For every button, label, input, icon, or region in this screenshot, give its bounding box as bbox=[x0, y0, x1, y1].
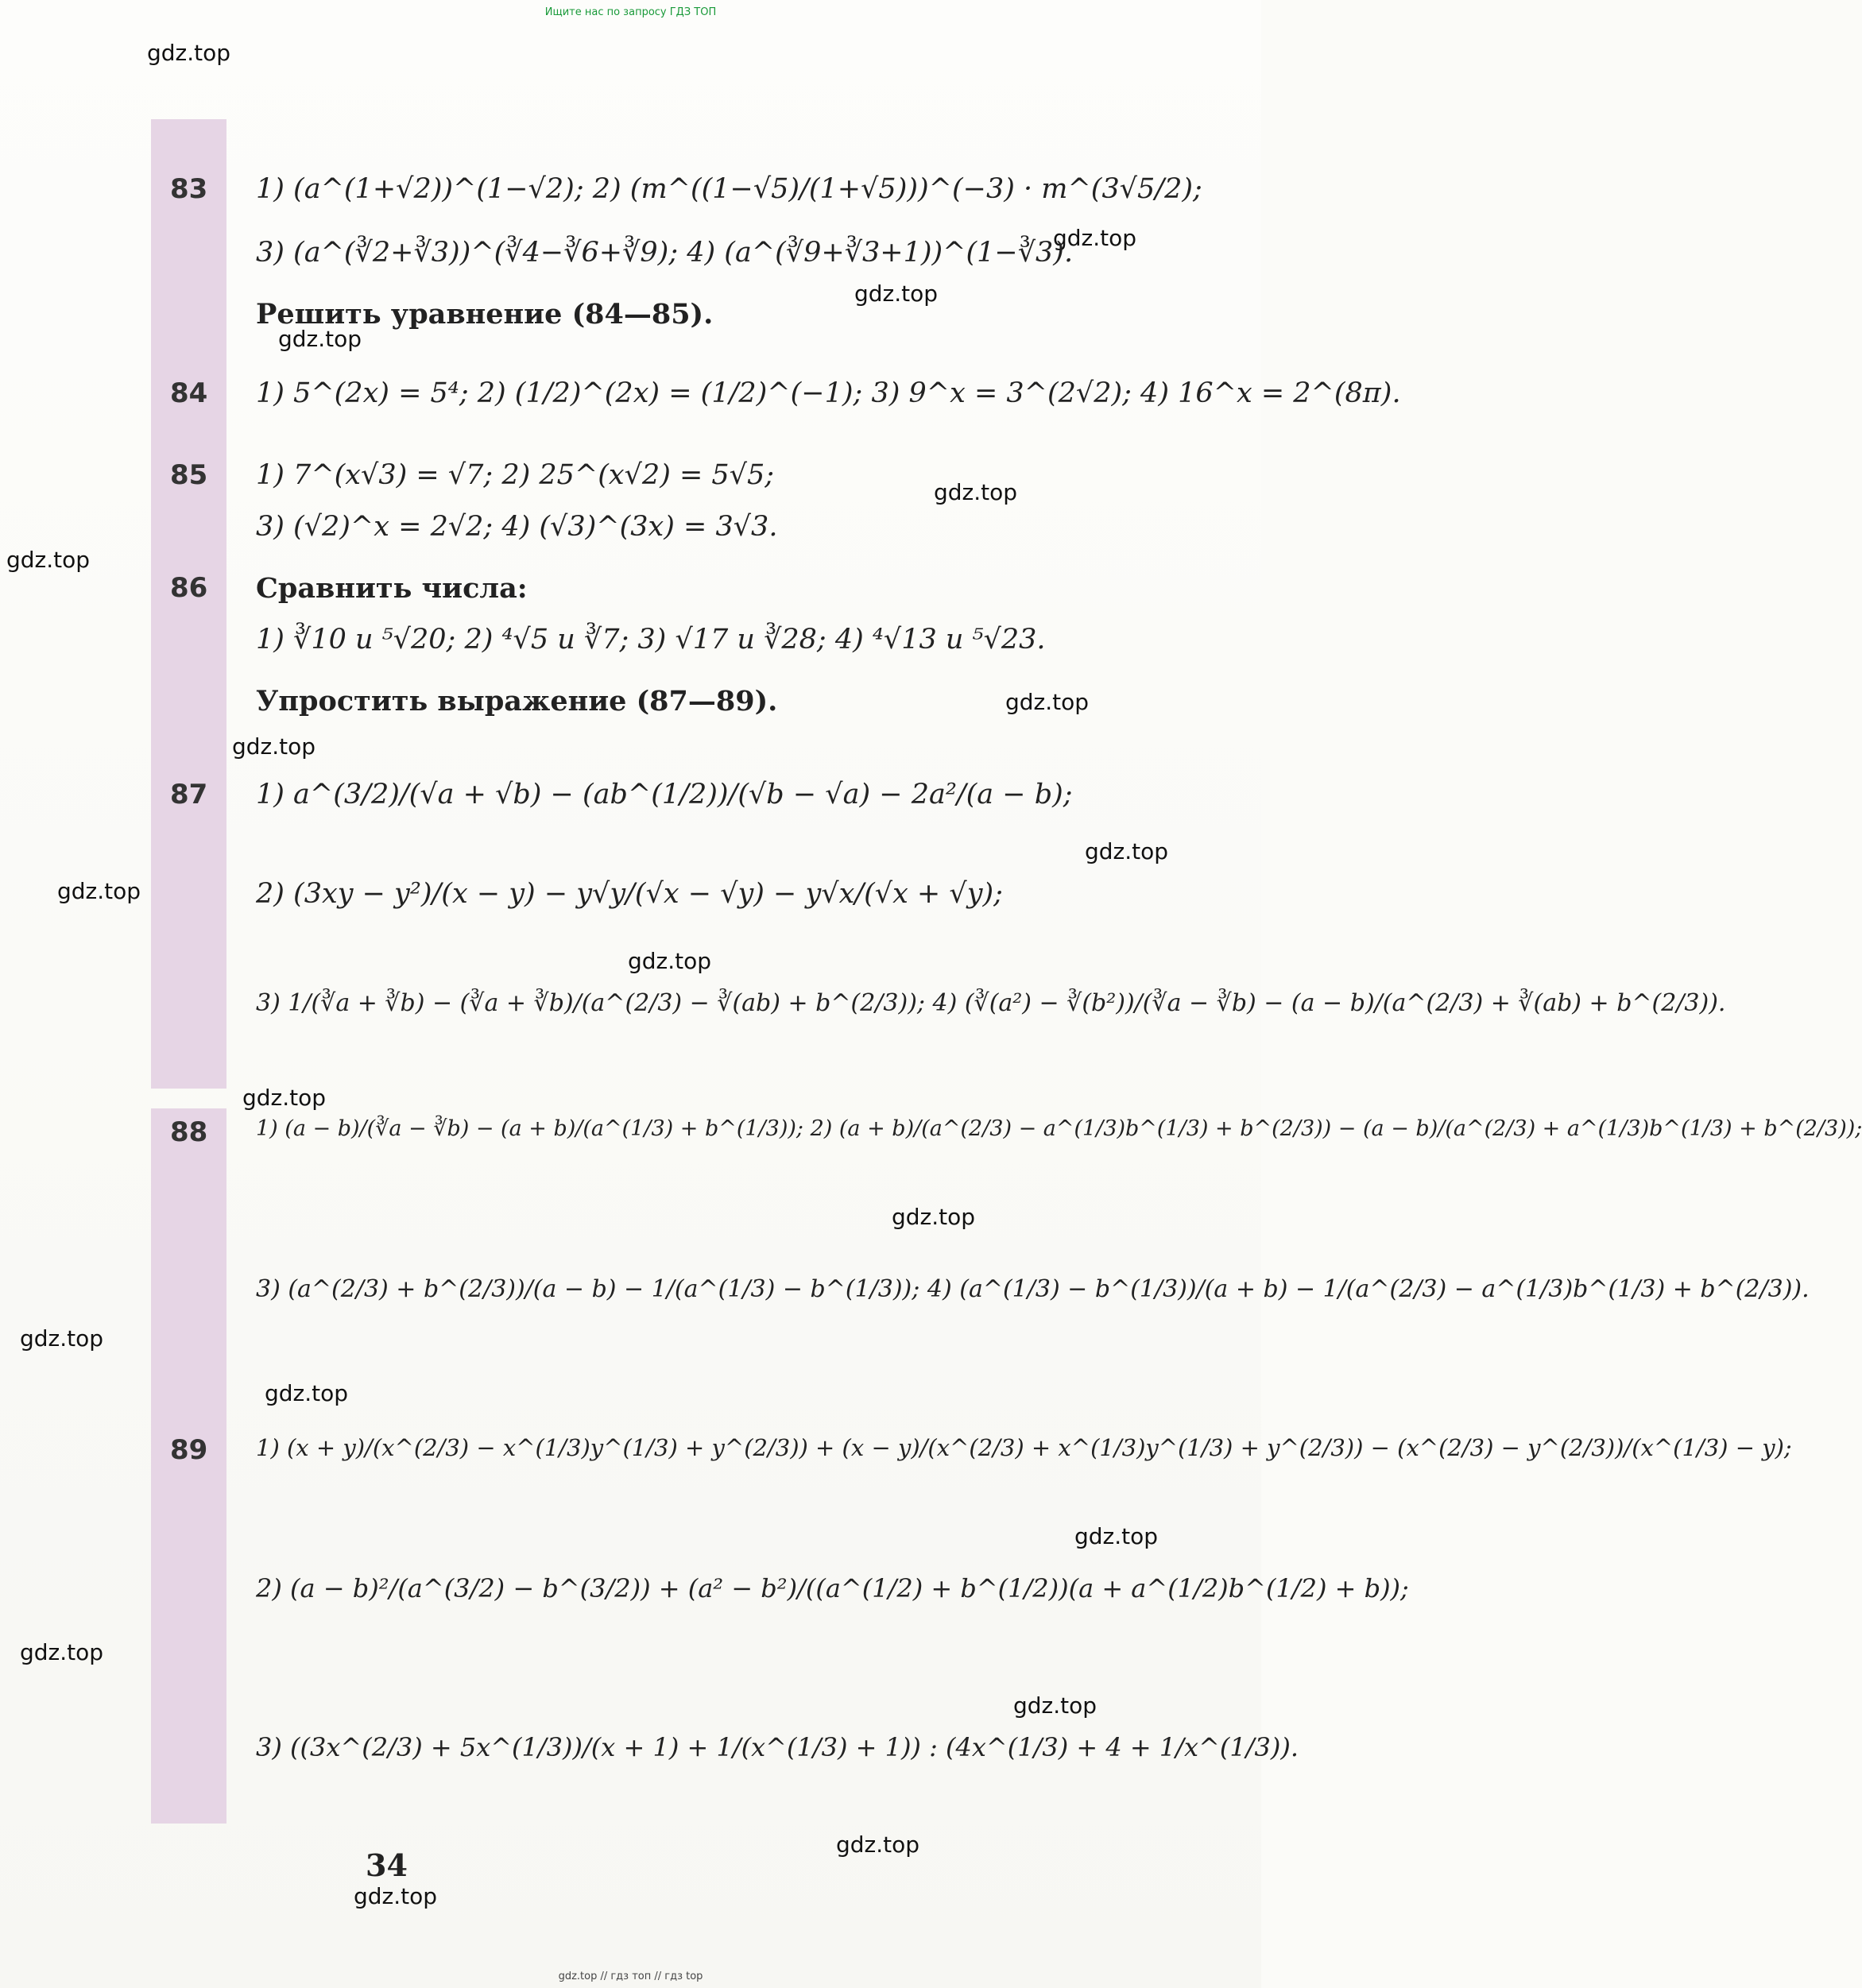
watermark: gdz.top bbox=[1074, 1523, 1159, 1549]
watermark: gdz.top bbox=[1005, 689, 1090, 715]
watermark: gdz.top bbox=[6, 547, 91, 573]
problem-line: 3) ((3x^(2/3) + 5x^(1/3))/(x + 1) + 1/(x^(1/3) + 1)) : (4x^(1/3) + 4 + 1/x^(1/3)). bbox=[256, 1732, 1299, 1762]
problem-line: 3) 1/(∛a + ∛b) − (∛a + ∛b)/(a^(2/3) − ∛(ab) + b^(2/3)); 4) (∛(a²) − ∛(b²))/(∛a − ∛b) − (a − b)/(a^(2/3) + ∛(ab) + b^(2/3)). bbox=[256, 989, 1726, 1017]
problem-number: 88 bbox=[170, 1116, 208, 1148]
problem-number: 86 bbox=[170, 572, 208, 604]
problem-line: 1) 7^(x√3) = √7; 2) 25^(x√2) = 5√5; bbox=[256, 459, 775, 491]
problem-number: 84 bbox=[170, 377, 208, 409]
sidebar-stripe bbox=[151, 1108, 226, 1824]
problem-line: 3) (a^(∛2+∛3))^(∛4−∛6+∛9); 4) (a^(∛9+∛3+1))^(1−∛3). bbox=[256, 237, 1074, 269]
problem-line: 2) (a − b)²/(a^(3/2) − b^(3/2)) + (a² − b²)/((a^(1/2) + b^(1/2))(a + a^(1/2)b^(1/2) + b)); bbox=[256, 1573, 1409, 1603]
problem-line: 1) 5^(2x) = 5⁴; 2) (1/2)^(2x) = (1/2)^(−1); 3) 9^x = 3^(2√2); 4) 16^x = 2^(8π). bbox=[256, 377, 1401, 409]
top-banner[interactable]: Ищите нас по запросу ГДЗ ТОП bbox=[544, 6, 717, 18]
watermark: gdz.top bbox=[278, 326, 362, 352]
page-number: 34 bbox=[366, 1847, 408, 1883]
section-heading: Решить уравнение (84—85). bbox=[256, 298, 714, 331]
problem-line: 1) (a^(1+√2))^(1−√2); 2) (m^((1−√5)/(1+√5)))^(−3) · m^(3√5/2); bbox=[256, 173, 1202, 205]
watermark: gdz.top bbox=[836, 1831, 920, 1858]
problem-line: 2) (3xy − y²)/(x − y) − y√y/(√x − √y) − y√x/(√x + √y); bbox=[256, 878, 1003, 910]
problem-line: 1) a^(3/2)/(√a + √b) − (ab^(1/2))/(√b − √a) − 2a²/(a − b); bbox=[256, 779, 1073, 810]
watermark: gdz.top bbox=[242, 1085, 327, 1111]
problem-number: 87 bbox=[170, 779, 208, 810]
problem-line: 1) ∛10 и ⁵√20; 2) ⁴√5 и ∛7; 3) √17 и ∛28; 4) ⁴√13 и ⁵√23. bbox=[256, 624, 1046, 656]
watermark: gdz.top bbox=[854, 280, 939, 307]
section-heading: Упростить выражение (87—89). bbox=[256, 685, 778, 717]
watermark: gdz.top bbox=[232, 733, 316, 760]
watermark: gdz.top bbox=[20, 1325, 104, 1352]
watermark: gdz.top bbox=[57, 878, 141, 904]
problem-line: 3) (a^(2/3) + b^(2/3))/(a − b) − 1/(a^(1/3) − b^(1/3)); 4) (a^(1/3) − b^(1/3))/(a + b) − 1/(a^(2/3) − a^(1/3)b^(1/3) + b^(2/3)). bbox=[256, 1275, 1810, 1303]
watermark: gdz.top bbox=[354, 1883, 438, 1909]
footer-banner[interactable]: gdz.top // гдз топ // гдз top bbox=[558, 1971, 703, 1982]
problem-line: 3) (√2)^x = 2√2; 4) (√3)^(3x) = 3√3. bbox=[256, 511, 778, 543]
watermark: gdz.top bbox=[892, 1204, 976, 1230]
watermark: gdz.top bbox=[1013, 1692, 1097, 1719]
watermark: gdz.top bbox=[20, 1639, 104, 1665]
watermark: gdz.top bbox=[1053, 225, 1137, 251]
watermark: gdz.top bbox=[628, 948, 712, 974]
problem-line: Сравнить числа: bbox=[256, 572, 528, 605]
problem-line: 1) (a − b)/(∛a − ∛b) − (a + b)/(a^(1/3) + b^(1/3)); 2) (a + b)/(a^(2/3) − a^(1/3)b^(1/3) + b^(2/3)) − (a − b)/(a^(2/3) + a^(1/3)b^(1/3) + b^(2/3)); bbox=[256, 1116, 1862, 1141]
problem-number: 83 bbox=[170, 173, 208, 205]
problem-number: 89 bbox=[170, 1434, 208, 1466]
watermark: gdz.top bbox=[147, 40, 231, 66]
problem-line: 1) (x + y)/(x^(2/3) − x^(1/3)y^(1/3) + y^(2/3)) + (x − y)/(x^(2/3) + x^(1/3)y^(1/3) + y^(2/3)) − (x^(2/3) − y^(2/3))/(x^(1/3) − y); bbox=[256, 1434, 1792, 1461]
watermark: gdz.top bbox=[265, 1380, 349, 1406]
watermark: gdz.top bbox=[934, 479, 1018, 505]
watermark: gdz.top bbox=[1085, 838, 1169, 864]
sidebar-stripe bbox=[151, 119, 226, 1089]
problem-number: 85 bbox=[170, 459, 208, 491]
